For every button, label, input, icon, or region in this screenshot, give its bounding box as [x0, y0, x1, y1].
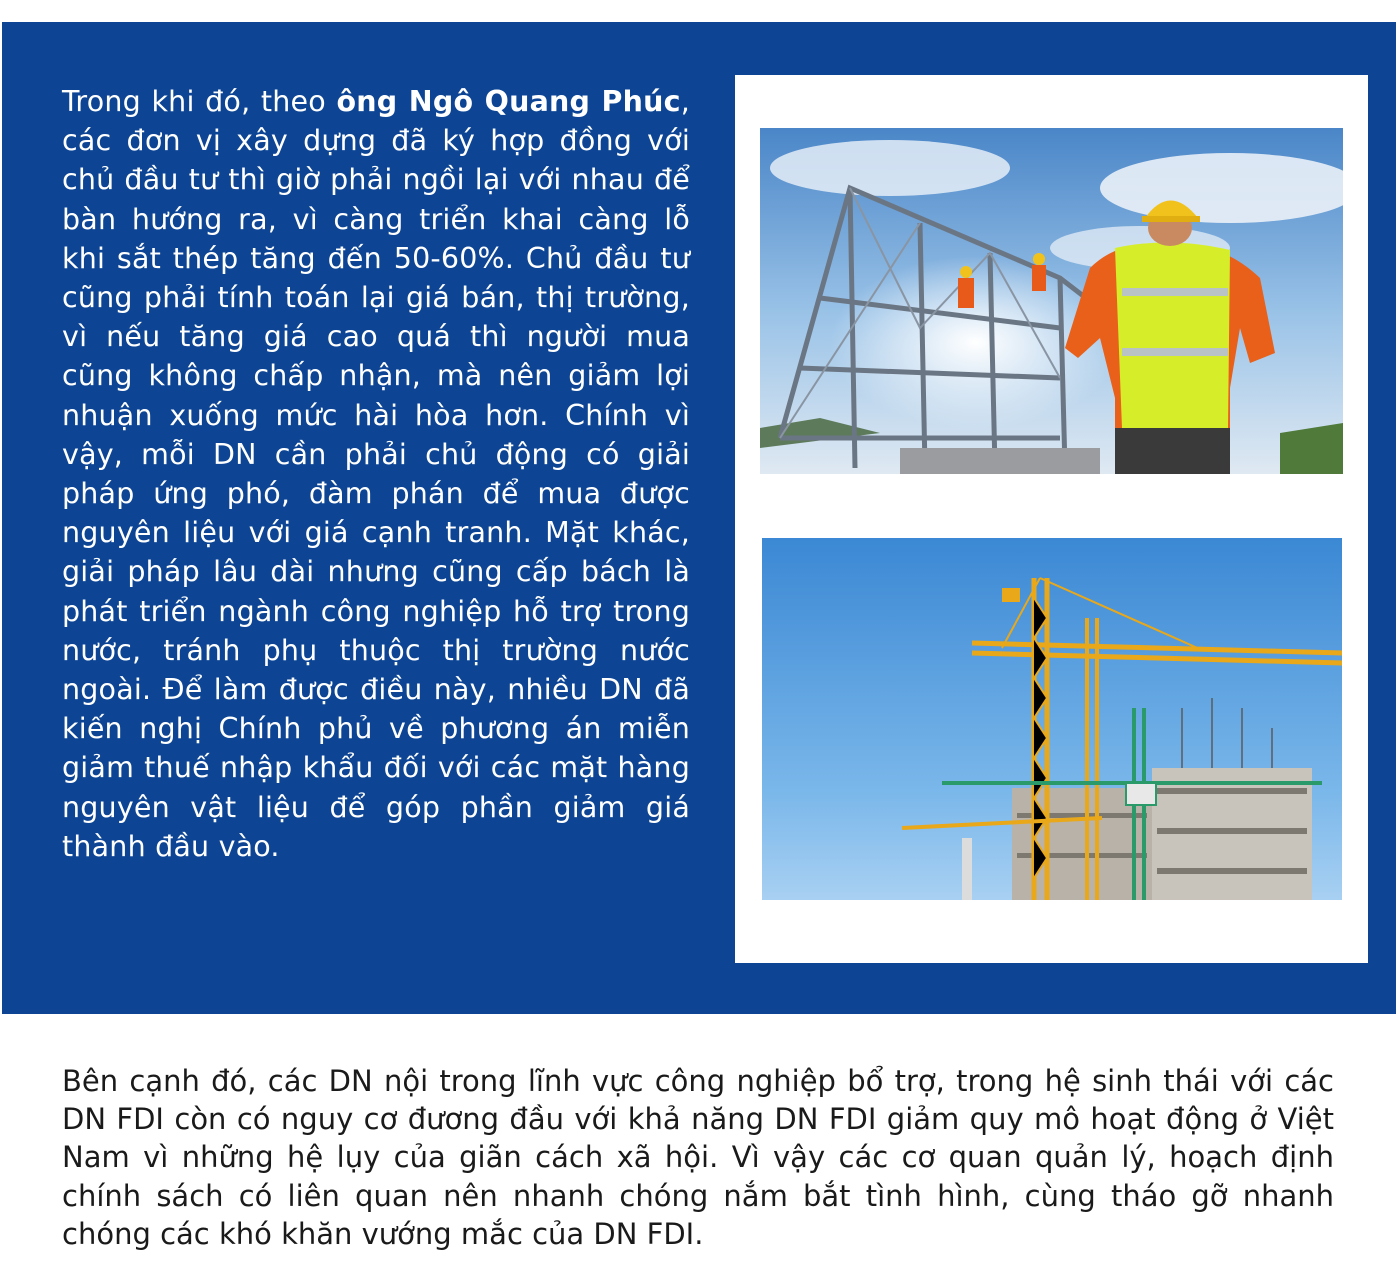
highlight-body: , các đơn vị xây dựng đã ký hợp đồng với chủ đầu tư thì giờ phải ngồi lại với nhau để bàn hướng ra, vì càng triển khai càng lỗ khi sắt thép tăng đến 50-60%. Chủ đầu tư cũng phải tính toán lại giá bán, thị trường, vì nếu tăng giá cao quá thì người mua cũng không chấp nhận, mà nên giảm lợi nhuận xuống mức hài hòa hơn. Chính vì vậy, mỗi DN cần phải chủ động có giải pháp ứng phó, đàm phán để mua được nguyên liệu với giá cạnh tranh. Mặt khác, giải pháp lâu dài nhưng cũng cấp bách là phát triển ngành công nghiệp hỗ trợ trong nước, tránh phụ thuộc thị trường nước ngoài. Để làm được điều này, nhiều DN đã kiến nghị Chính phủ về phương án miễn giảm thuế nhập khẩu đối với các mặt hàng nguyên vật liệu để góp phần giảm giá thành đầu vào. [62, 85, 690, 863]
highlight-paragraph [62, 82, 690, 866]
speaker-name: ông Ngô Quang Phúc [336, 85, 681, 118]
body-paragraph: Bên cạnh đó, các DN nội trong lĩnh vực công nghiệp bổ trợ, trong hệ sinh thái với các DN FDI còn có nguy cơ đương đầu với khả năng DN FDI giảm quy mô hoạt động ở Việt Nam vì những hệ lụy của giãn cách xã hội. Vì vậy các cơ quan quản lý, hoạch định chính sách có liên quan nên nhanh chóng nắm bắt tình hình, cùng tháo gỡ nhanh chóng các khó khăn vướng mắc của DN FDI. [62, 1064, 1334, 1251]
tower-cranes-photo [762, 538, 1342, 900]
highlight-intro: Trong khi đó, theo [62, 85, 337, 118]
construction-workers-photo [760, 128, 1343, 474]
